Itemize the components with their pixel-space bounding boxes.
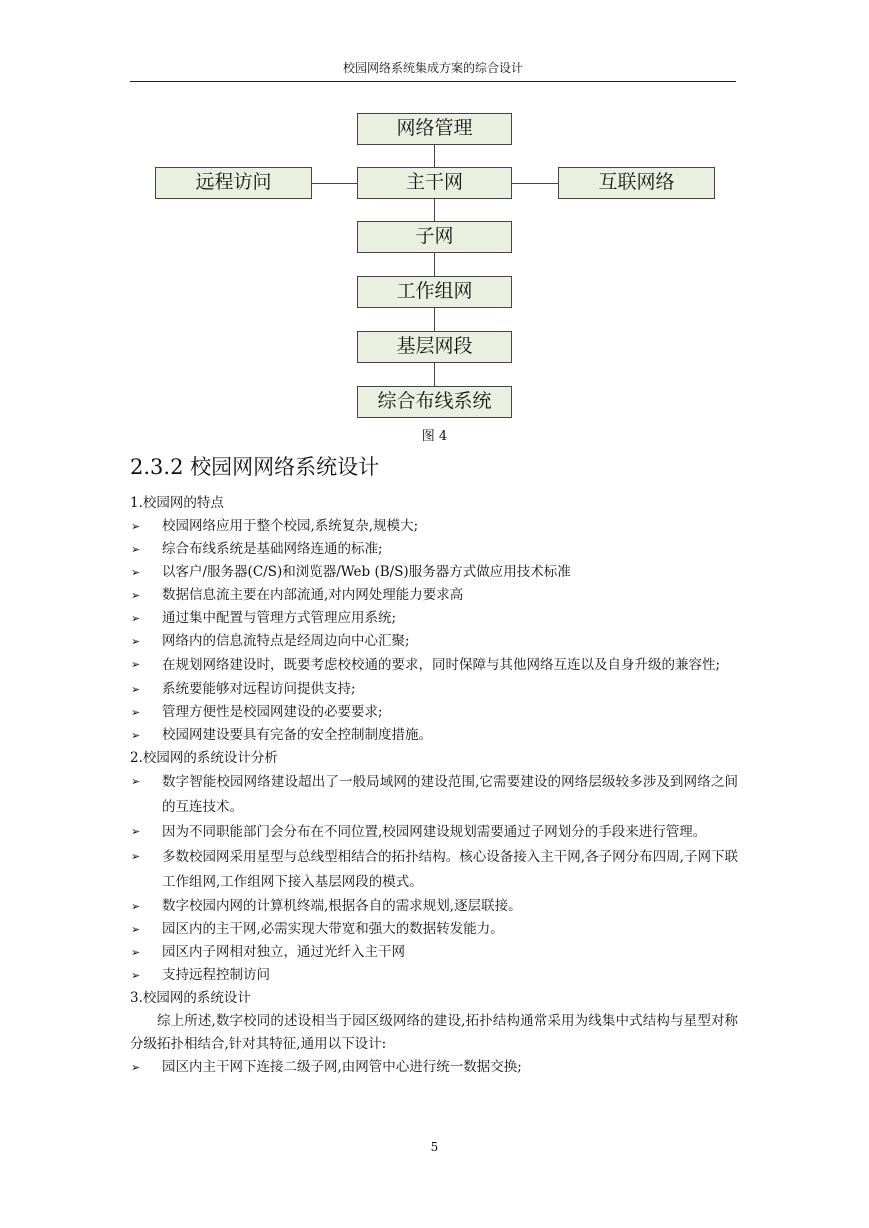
list-item: ➢ 以客户/服务器(C/S)和浏览器/Web (B/S)服务器方式做应用技术标准 [130,561,738,584]
network-hierarchy-diagram [0,0,869,430]
page-header: 校园网络系统集成方案的综合设计 [342,61,523,75]
part1-heading: 1.校园网的特点 [130,495,224,511]
list-item: ➢ 数字智能校园网络建设超出了一般局域网的建设范围,它需要建设的网络层级较多涉及到网络之间的互连技术。 [130,770,738,820]
diagram-right-connector [512,183,559,184]
list-item: ➢ 数字校园内网的计算机终端,根据各自的需求规划,逐层联接。 [130,895,738,918]
arrow-bullet-icon: ➢ [131,683,141,696]
arrow-bullet-icon: ➢ [131,923,141,936]
arrow-bullet-icon: ➢ [131,566,141,579]
arrow-bullet-icon: ➢ [131,775,141,788]
arrow-bullet-icon: ➢ [131,612,141,625]
arrow-bullet-icon: ➢ [131,589,141,602]
arrow-bullet-icon: ➢ [131,825,141,838]
figure-caption: 图 4 [421,429,448,444]
node-network-management: 网络管理 [357,113,512,145]
part2-heading: 2.校园网的系统设计分析 [130,750,278,766]
list-item: ➢ 综合布线系统是基础网络连通的标准; [130,538,738,561]
node-remote-access: 远程访问 [155,167,312,199]
arrow-bullet-icon: ➢ [131,635,141,648]
arrow-bullet-icon: ➢ [131,969,141,982]
node-base-segment: 基层网段 [357,331,512,363]
list-item: ➢ 管理方便性是校园网建设的必要要求; [130,701,738,724]
arrow-bullet-icon: ➢ [131,900,141,913]
list-item: ➢ 网络内的信息流特点是经周边向中心汇聚; [130,630,738,653]
list-item: ➢ 通过集中配置与管理方式管理应用系统; [130,607,738,630]
part3-paragraph: 综上所述,数字校同的述设相当于园区级网络的建设,拓扑结构通常采用为线集中式结构与星型对称分级拓扑相结合,针对其特征,通用以下设计: [130,1013,738,1052]
list-item: ➢ 校园网建设要具有完备的安全控制制度措施。 [130,724,738,747]
page-number: 5 [430,1140,439,1154]
list-item: ➢ 园区内子网相对独立，通过光纤入主干网 [130,941,738,964]
body-text [130,492,738,1079]
list-item: ➢ 多数校园网采用星型与总线型相结合的拓扑结构。核心设备接入主干网,各子网分布四周,子网下联工作组网,工作组网下接入基层网段的模式。 [130,845,738,895]
list-item: ➢ 数据信息流主要在内部流通,对内网处理能力要求高 [130,584,738,607]
arrow-bullet-icon: ➢ [131,658,141,671]
arrow-bullet-icon: ➢ [131,543,141,556]
list-item: ➢ 园区内的主干网,必需实现大带宽和强大的数据转发能力。 [130,918,738,941]
node-internet: 互联网络 [558,167,715,199]
list-item: ➢ 园区内主干网下连接二级子网,由网管中心进行统一数据交换; [130,1056,738,1079]
list-item: ➢ 在规划网络建设时，既要考虑校校通的要求，同时保障与其他网络互连以及自身升级的兼容性; [130,653,738,678]
section-title: 2.3.2 校园网网络系统设计 [130,455,380,479]
arrow-bullet-icon: ➢ [131,850,141,863]
node-workgroup: 工作组网 [357,276,512,308]
node-cabling-system: 综合布线系统 [357,386,512,418]
list-item: ➢ 支持远程控制访问 [130,964,738,987]
diagram-left-connector [312,183,358,184]
list-item: ➢ 因为不同职能部门会分布在不同位置,校园网建设规划需要通过子网划分的手段来进行管理。 [130,820,738,845]
node-subnet: 子网 [357,221,512,253]
list-item: ➢ 校园网络应用于整个校园,系统复杂,规模大; [130,515,738,538]
arrow-bullet-icon: ➢ [131,520,141,533]
part3-heading: 3.校园网的系统设计 [130,990,251,1006]
node-backbone: 主干网 [357,167,512,199]
arrow-bullet-icon: ➢ [131,706,141,719]
list-item: ➢ 系统要能够对远程访问提供支持; [130,678,738,701]
arrow-bullet-icon: ➢ [131,729,141,742]
arrow-bullet-icon: ➢ [131,946,141,959]
arrow-bullet-icon: ➢ [131,1061,141,1074]
